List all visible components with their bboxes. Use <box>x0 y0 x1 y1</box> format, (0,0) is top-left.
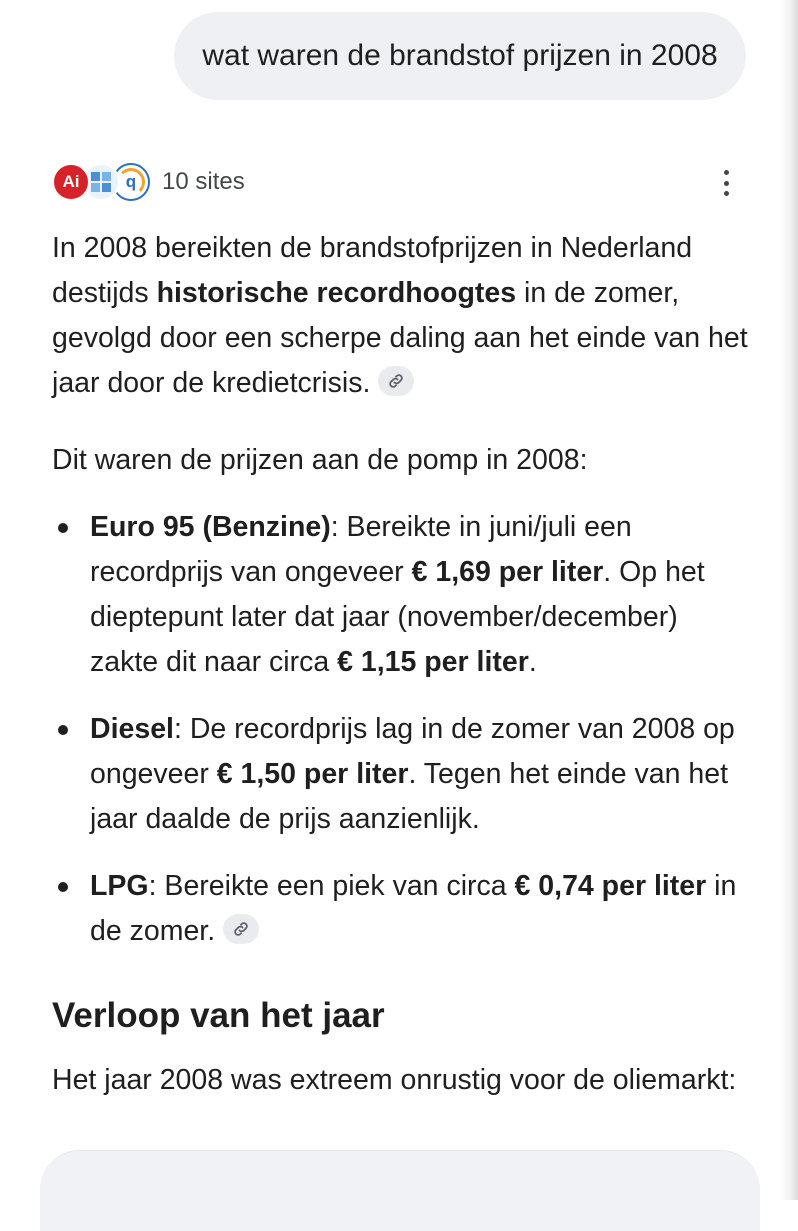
section-text-clip <box>52 1058 752 1148</box>
list-item-lpg: LPG: Bereikte een piek van circa € 0,74 per liter in de zomer. <box>52 864 752 954</box>
ai-news-logo-icon <box>52 163 90 201</box>
intro-highlight: historische recordhoogtes <box>156 277 517 309</box>
link-icon <box>232 920 250 938</box>
answer-intro: In 2008 bereikten de brandstofprijzen in Nederland destijds historische recordhoogtes in de zomer, gevolgd door een scherpe daling aan het einde van het jaar door de kredietcrisis. <box>52 232 748 399</box>
sources-button[interactable] <box>52 160 245 204</box>
list-item-euro95: Euro 95 (Benzine): Bereikte in juni/juli een recordprijs van ongeveer € 1,69 per liter. Op het dieptepunt later dat jaar (november/december) zakte dit naar circa € 1,15 per liter. <box>52 505 752 685</box>
answer-content <box>52 226 752 1148</box>
user-prompt-bubble <box>174 12 746 100</box>
user-prompt-text: wat waren de brandstof prijzen in 2008 <box>202 39 718 72</box>
q-logo-text: q <box>125 172 137 191</box>
input-bar[interactable] <box>40 1150 760 1231</box>
section-text: Het jaar 2008 was extreem onrustig voor de oliemarkt: <box>52 1064 737 1096</box>
list-lead-text: Dit waren de prijzen aan de pomp in 2008: <box>52 444 588 476</box>
section-heading: Verloop van het jaar <box>52 996 385 1035</box>
list-item-diesel: Diesel: De recordprijs lag in de zomer van 2008 op ongeveer € 1,50 per liter. Tegen het einde van het jaar daalde de prijs aanzienlijk. <box>52 707 752 842</box>
ai-logo-text: Ai <box>62 172 80 191</box>
more-vert-icon <box>724 170 729 175</box>
price-list <box>52 505 752 954</box>
sources-count-label: 10 sites <box>162 168 245 195</box>
source-link-chip[interactable] <box>378 366 414 396</box>
source-link-chip[interactable] <box>223 914 259 944</box>
more-options-button[interactable] <box>714 166 738 200</box>
link-icon <box>387 372 405 390</box>
edge-shadow <box>780 0 798 1200</box>
